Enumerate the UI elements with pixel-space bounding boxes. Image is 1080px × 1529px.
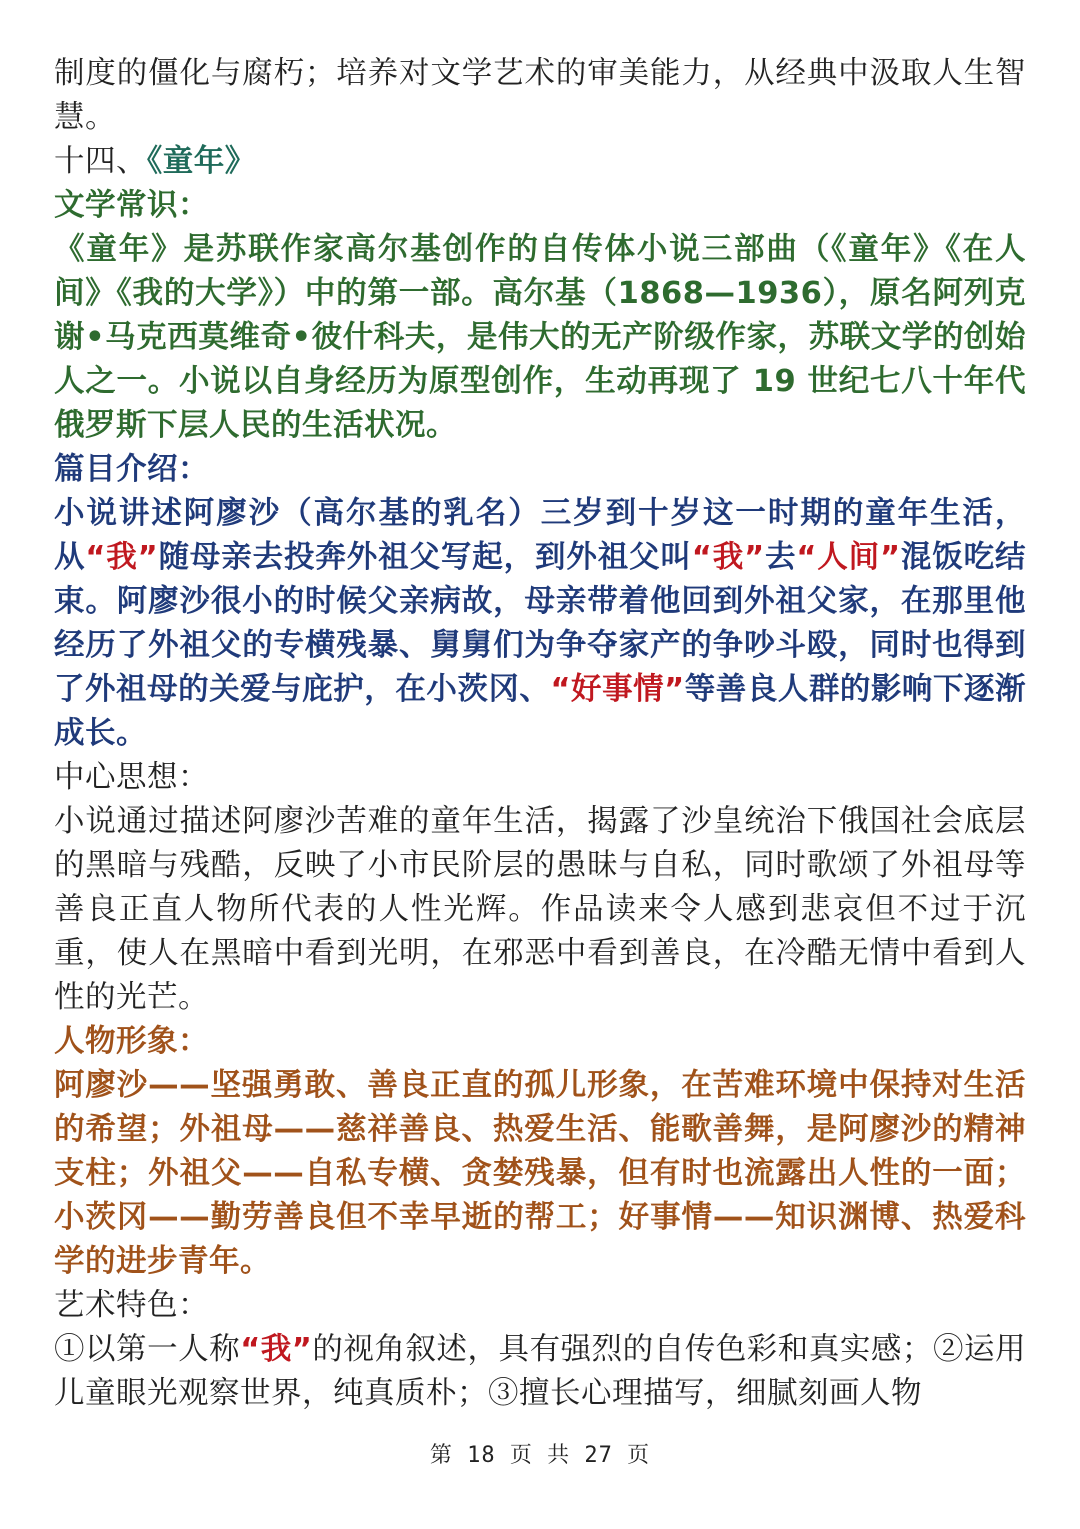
chapter-intro-text: 混饭吃结束。阿廖沙很小的时候父亲病故，母亲带着他回到外祖父家，在那里他经历了外祖父的专横残暴、舅舅们为争夺家产的争吵斗殴，同时也得到了外祖母的关爱与庇护，在小茨冈、: [54, 540, 1027, 707]
section-title-book: 《童年》: [147, 144, 256, 179]
section-title: [54, 140, 1026, 184]
art-features-body: [54, 1328, 1026, 1416]
section-title-prefix: 十四、: [54, 144, 147, 179]
chapter-intro-text: 去: [764, 540, 797, 575]
characters-body: 阿廖沙——坚强勇敢、善良正直的孤儿形象，在苦难环境中保持对生活的希望；外祖母——慈祥善良、热爱生活、能歌善舞，是阿廖沙的精神支柱；外祖父——自私专横、贪婪残暴，但有时也流露出人性的一面；小茨冈——勤劳善良但不幸早逝的帮工；好事情——知识渊博、热爱科学的进步青年。: [54, 1068, 1026, 1279]
literary-knowledge-heading: 文学常识：: [54, 188, 209, 223]
highlight-quote: “我”: [85, 540, 159, 575]
chapter-intro-text: 等善良人群的影响下逐渐成长。: [54, 672, 1027, 751]
art-features-heading: 艺术特色：: [54, 1288, 209, 1323]
page-footer: 第 18 页 共 27 页: [429, 1443, 651, 1468]
intro-paragraph: 制度的僵化与腐朽；培养对文学艺术的审美能力，从经典中汲取人生智慧。: [54, 56, 1026, 135]
characters-heading: 人物形象：: [54, 1024, 209, 1059]
highlight-quote: “好事情”: [550, 672, 685, 707]
chapter-intro-body: [54, 492, 1026, 756]
art-features-text: 的视角叙述，具有强烈的自传色彩和真实感；②运用儿童眼光观察世界，纯真质朴；③擅长心理描写，细腻刻画人物: [54, 1332, 1027, 1411]
highlight-quote: “我”: [691, 540, 765, 575]
chapter-intro-text: 随母亲去投奔外祖父写起，到外祖父叫: [158, 540, 692, 575]
central-idea-heading: 中心思想：: [54, 760, 209, 795]
highlight-quote: “人间”: [796, 540, 901, 575]
art-features-text: ①以第一人称: [54, 1332, 241, 1367]
chapter-intro-heading: 篇目介绍：: [54, 452, 209, 487]
chapter-intro-text: 小说讲述阿廖沙（高尔基的乳名）三岁到十岁这一时期的童年生活，从: [54, 496, 1026, 575]
literary-knowledge-body: 《童年》是苏联作家高尔基创作的自传体小说三部曲（《童年》《在人间》《我的大学》）中的第一部。高尔基（1868—1936），原名阿列克谢•马克西莫维奇•彼什科夫，是伟大的无产阶级作家，苏联文学的创始人之一。小说以自身经历为原型创作，生动再现了 19 世纪七八十年代俄罗斯下层人民的生活状况。: [54, 232, 1026, 443]
central-idea-body: 小说通过描述阿廖沙苦难的童年生活，揭露了沙皇统治下俄国社会底层的黑暗与残酷，反映了小市民阶层的愚昧与自私，同时歌颂了外祖母等善良正直人物所代表的人性光辉。作品读来令人感到悲哀但不过于沉重，使人在黑暗中看到光明，在邪恶中看到善良，在冷酷无情中看到人性的光芒。: [54, 804, 1026, 1015]
highlight-quote: “我”: [240, 1332, 313, 1367]
